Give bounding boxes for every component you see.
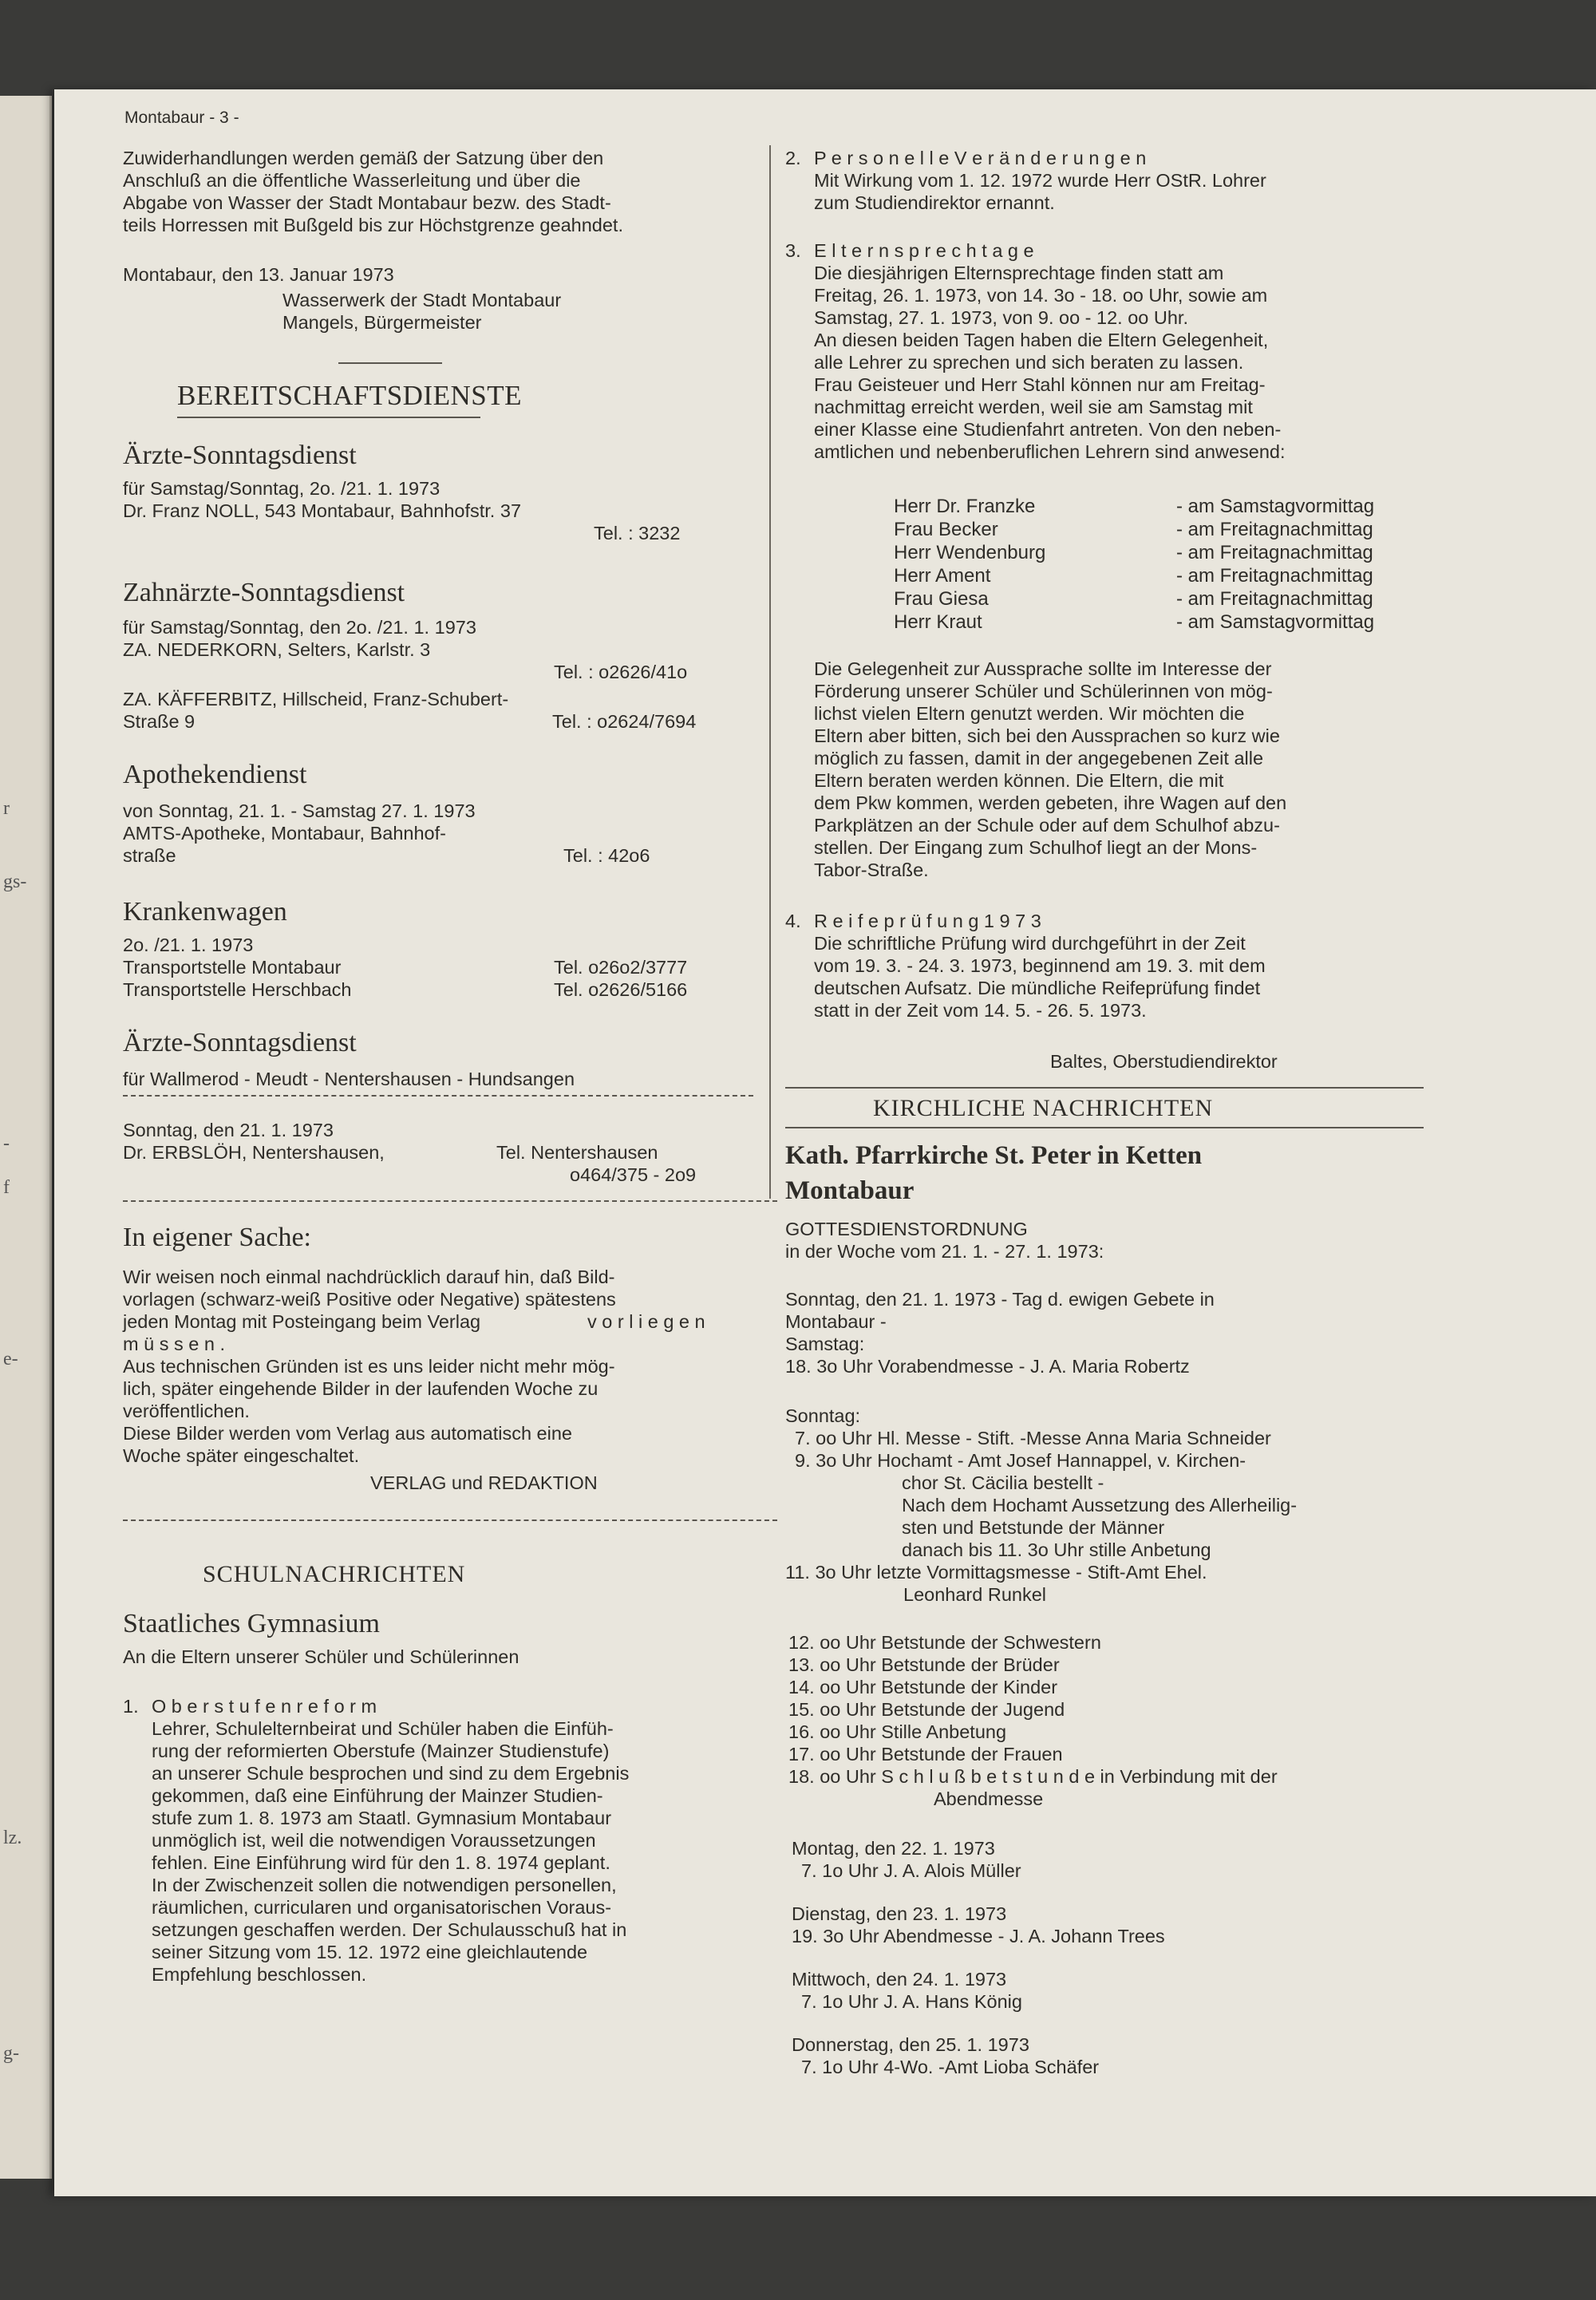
- service-line: 7. oo Uhr Hl. Messe - Stift. -Messe Anna Maria Schneider: [795, 1428, 1271, 1448]
- item-title: E l t e r n s p r e c h t a g e: [814, 240, 1034, 261]
- service-line: Leonhard Runkel: [903, 1584, 1046, 1605]
- teacher-when: - am Freitagnachmittag: [1176, 588, 1373, 610]
- item-title: R e i f e p r ü f u n g 1 9 7 3: [814, 911, 1041, 931]
- item-line: vom 19. 3. - 24. 3. 1973, beginnend am 19. 3. mit dem: [814, 955, 1266, 976]
- item-line: Tabor-Straße.: [814, 860, 929, 880]
- item-line: An diesen beiden Tagen haben die Eltern Gelegenheit,: [814, 330, 1269, 350]
- eigene-line: vorlagen (schwarz-weiß Positive oder Negative) spätestens: [123, 1289, 616, 1310]
- section-title-kirche: KIRCHLICHE NACHRICHTEN: [873, 1095, 1214, 1121]
- item-line: amtlichen und nebenberuflichen Lehrern sind anwesend:: [814, 441, 1286, 462]
- heading-zahnaerzte: Zahnärzte-Sonntagsdienst: [123, 578, 405, 607]
- prev-page-fragment: g-: [3, 2043, 19, 2064]
- day-label: Sonntag:: [785, 1405, 861, 1426]
- divider: [785, 1087, 1424, 1089]
- prev-page-fragment: e-: [3, 1349, 18, 1369]
- heading-apotheke: Apothekendienst: [123, 760, 307, 789]
- zahnaerzte-line: ZA. NEDERKORN, Selters, Karlstr. 3: [123, 639, 431, 660]
- eigene-line: Diese Bilder werden vom Verlag aus automatisch eine: [123, 1423, 572, 1444]
- intro-line: Zuwiderhandlungen werden gemäß der Satzung über den: [123, 148, 604, 168]
- item-number: 3.: [785, 240, 801, 261]
- day-label: Samstag:: [785, 1334, 865, 1354]
- item-number: 2.: [785, 148, 801, 168]
- item-line: Förderung unserer Schüler und Schülerinnen von mög-: [814, 681, 1273, 701]
- eigene-line: m ü s s e n .: [123, 1334, 225, 1354]
- eigene-line: Woche später eingeschaltet.: [123, 1445, 360, 1466]
- item-line: lichst vielen Eltern genutzt werden. Wir möchten die: [814, 703, 1245, 724]
- service-line: chor St. Cäcilia bestellt -: [902, 1472, 1104, 1493]
- item-line: statt in der Zeit vom 14. 5. - 26. 5. 1973.: [814, 1000, 1147, 1021]
- dashed-divider: [123, 1520, 777, 1521]
- intro-line: teils Horressen mit Bußgeld bis zur Höchstgrenze geahndet.: [123, 215, 623, 235]
- running-head: Montabaur - 3 -: [124, 109, 239, 127]
- apotheke-tel: Tel. : 42o6: [563, 845, 650, 866]
- prev-page-fragment: lz.: [3, 1828, 22, 1848]
- weekday-label: Mittwoch, den 24. 1. 1973: [792, 1969, 1007, 1990]
- hour-line: 12. oo Uhr Betstunde der Schwestern: [788, 1632, 1101, 1653]
- prev-page-fragment: gs-: [3, 871, 27, 892]
- aerzte2-doctor: Dr. ERBSLÖH, Nentershausen,: [123, 1142, 385, 1163]
- heading-aerzte-2: Ärzte-Sonntagsdienst: [123, 1028, 357, 1057]
- service-line: 18. 3o Uhr Vorabendmesse - J. A. Maria Robertz: [785, 1356, 1190, 1377]
- zahnaerzte-line: für Samstag/Sonntag, den 2o. /21. 1. 1973: [123, 617, 476, 638]
- item-line: Mit Wirkung vom 1. 12. 1972 wurde Herr OStR. Lohrer: [814, 170, 1266, 191]
- aerzte-tel: Tel. : 3232: [594, 523, 681, 543]
- weekday-label: Dienstag, den 23. 1. 1973: [792, 1903, 1007, 1924]
- aerzte-line: Dr. Franz NOLL, 543 Montabaur, Bahnhofstr. 37: [123, 500, 522, 521]
- item-line: Frau Geisteuer und Herr Stahl können nur am Freitag-: [814, 374, 1266, 395]
- title-underline: [785, 1127, 1424, 1128]
- aerzte2-date: Sonntag, den 21. 1. 1973: [123, 1120, 334, 1140]
- eigene-line: veröffentlichen.: [123, 1401, 250, 1421]
- item-line: seiner Sitzung vom 15. 12. 1972 eine gleichlautende: [152, 1942, 588, 1962]
- item-line: rung der reformierten Oberstufe (Mainzer Studienstufe): [152, 1741, 610, 1761]
- aerzte2-tel-label: Tel. Nentershausen: [496, 1142, 658, 1163]
- apotheke-line: straße: [123, 845, 176, 866]
- eigene-line: jeden Montag mit Posteingang beim Verlag: [123, 1311, 481, 1332]
- teacher-when: - am Freitagnachmittag: [1176, 519, 1373, 540]
- item-line: stellen. Der Eingang zum Schulhof liegt an der Mons-: [814, 837, 1258, 858]
- item-line: Die diesjährigen Elternsprechtage finden statt am: [814, 263, 1224, 283]
- signer-line: Mangels, Bürgermeister: [282, 312, 482, 333]
- dashed-divider: [123, 1095, 753, 1097]
- item-line: Lehrer, Schulelternbeirat und Schüler haben die Einfüh-: [152, 1718, 614, 1739]
- item-line: deutschen Aufsatz. Die mündliche Reifeprüfung findet: [814, 978, 1261, 998]
- prev-page-fragment: f: [3, 1177, 10, 1198]
- eigene-line: lich, später eingehende Bilder in der laufenden Woche zu: [123, 1378, 598, 1399]
- item-line: möglich zu fassen, damit in der angegebenen Zeit alle: [814, 748, 1264, 769]
- school-to: An die Eltern unserer Schüler und Schülerinnen: [123, 1646, 519, 1667]
- heading-eigene-sache: In eigener Sache:: [123, 1223, 311, 1252]
- eigene-vorliegen: v o r l i e g e n: [587, 1311, 705, 1332]
- signer-line: Wasserwerk der Stadt Montabaur: [282, 290, 562, 310]
- parish-name: Montabaur: [785, 1176, 915, 1205]
- kranken-name: Transportstelle Herschbach: [123, 979, 352, 1000]
- kranken-tel: Tel. o2626/5166: [554, 979, 688, 1000]
- zahnaerzte-tel: Tel. : o2626/41o: [554, 662, 688, 682]
- item-line: Die schriftliche Prüfung wird durchgeführt in der Zeit: [814, 933, 1246, 954]
- service-week: in der Woche vom 21. 1. - 27. 1. 1973:: [785, 1241, 1104, 1262]
- service-line: 11. 3o Uhr letzte Vormittagsmesse - Stift-Amt Ehel.: [785, 1562, 1207, 1583]
- divider: [338, 362, 442, 364]
- sunday-head: Montabaur -: [785, 1311, 887, 1332]
- item-line: Die Gelegenheit zur Aussprache sollte im Interesse der: [814, 658, 1272, 679]
- weekday-label: Donnerstag, den 25. 1. 1973: [792, 2034, 1029, 2055]
- school-signature: Baltes, Oberstudiendirektor: [1050, 1051, 1278, 1072]
- item-line: unmöglich ist, weil die notwendigen Voraussetzungen: [152, 1830, 596, 1851]
- item-line: räumlichen, curricularen und organisatorischen Voraus-: [152, 1897, 612, 1918]
- hour-line: 15. oo Uhr Betstunde der Jugend: [788, 1699, 1065, 1720]
- item-line: nachmittag erreicht werden, weil sie am Samstag mit: [814, 397, 1253, 417]
- aerzte2-tel-number: o464/375 - 2o9: [570, 1164, 697, 1185]
- verlag-signature: VERLAG und REDAKTION: [370, 1472, 598, 1493]
- item-number: 4.: [785, 911, 801, 931]
- hour-line: 16. oo Uhr Stille Anbetung: [788, 1721, 1007, 1742]
- item-line: alle Lehrer zu sprechen und sich beraten zu lassen.: [814, 352, 1244, 373]
- section-title-bereitschaft: BEREITSCHAFTSDIENSTE: [177, 380, 522, 411]
- aerzte-line: für Samstag/Sonntag, 2o. /21. 1. 1973: [123, 478, 440, 499]
- item-line: Parkplätzen an der Schule oder auf dem Schulhof abzu-: [814, 815, 1280, 836]
- teacher-name: Herr Wendenburg: [894, 542, 1046, 563]
- hour-line: 18. oo Uhr S c h l u ß b e t s t u n d e in Verbindung mit der: [788, 1766, 1278, 1787]
- newspaper-page: [54, 89, 1596, 2196]
- teacher-name: Frau Giesa: [894, 588, 989, 610]
- hour-line: 17. oo Uhr Betstunde der Frauen: [788, 1744, 1063, 1765]
- item-line: stufe zum 1. 8. 1973 am Staatl. Gymnasium Montabaur: [152, 1808, 612, 1828]
- item-line: fehlen. Eine Einführung wird für den 1. 8. 1974 geplant.: [152, 1852, 610, 1873]
- item-line: an unserer Schule besprochen und sind zu dem Ergebnis: [152, 1763, 630, 1784]
- service-line: Nach dem Hochamt Aussetzung des Allerheilig-: [902, 1495, 1298, 1516]
- weekday-service: 7. 1o Uhr 4-Wo. -Amt Lioba Schäfer: [801, 2057, 1100, 2077]
- apotheke-line: von Sonntag, 21. 1. - Samstag 27. 1. 1973: [123, 800, 476, 821]
- teacher-name: Herr Dr. Franzke: [894, 496, 1036, 517]
- item-number: 1.: [123, 1696, 139, 1717]
- service-line: 9. 3o Uhr Hochamt - Amt Josef Hannappel, v. Kirchen-: [795, 1450, 1246, 1471]
- prev-page-fragment: r: [3, 798, 10, 819]
- place-date: Montabaur, den 13. Januar 1973: [123, 264, 394, 285]
- previous-page-edge: [0, 96, 52, 2179]
- item-line: Eltern aber bitten, sich bei den Aussprachen so kurz wie: [814, 725, 1280, 746]
- weekday-label: Montag, den 22. 1. 1973: [792, 1838, 995, 1859]
- kranken-tel: Tel. o26o2/3777: [554, 957, 688, 978]
- item-line: Samstag, 27. 1. 1973, von 9. oo - 12. oo Uhr.: [814, 307, 1188, 328]
- item-line: gekommen, daß eine Einführung der Mainzer Studien-: [152, 1785, 603, 1806]
- item-line: einer Klasse eine Studienfahrt antreten. Von den neben-: [814, 419, 1282, 440]
- heading-school: Staatliches Gymnasium: [123, 1609, 381, 1638]
- zahnaerzte-line: ZA. KÄFFERBITZ, Hillscheid, Franz-Schubert-: [123, 689, 509, 709]
- item-line: dem Pkw kommen, werden gebeten, ihre Wagen auf den: [814, 792, 1287, 813]
- item-line: Empfehlung beschlossen.: [152, 1964, 367, 1985]
- service-line: danach bis 11. 3o Uhr stille Anbetung: [902, 1539, 1211, 1560]
- intro-line: Anschluß an die öffentliche Wasserleitung und über die: [123, 170, 581, 191]
- teacher-when: - am Samstagvormittag: [1176, 611, 1375, 633]
- dashed-divider: [123, 1200, 777, 1202]
- item-line: Freitag, 26. 1. 1973, von 14. 3o - 18. oo Uhr, sowie am: [814, 285, 1268, 306]
- teacher-when: - am Freitagnachmittag: [1176, 542, 1373, 563]
- kranken-date: 2o. /21. 1. 1973: [123, 935, 254, 955]
- title-underline: [177, 417, 480, 418]
- section-title-schul: SCHULNACHRICHTEN: [203, 1561, 466, 1587]
- item-title: O b e r s t u f e n r e f o r m: [152, 1696, 377, 1717]
- hour-line: Abendmesse: [934, 1788, 1044, 1809]
- heading-kranken: Krankenwagen: [123, 897, 287, 927]
- intro-line: Abgabe von Wasser der Stadt Montabaur bezw. des Stadt-: [123, 192, 611, 213]
- item-title: P e r s o n e l l e V e r ä n d e r u n g e n: [814, 148, 1147, 168]
- teacher-name: Herr Kraut: [894, 611, 982, 633]
- eigene-line: Wir weisen noch einmal nachdrücklich darauf hin, daß Bild-: [123, 1267, 615, 1287]
- teacher-name: Herr Ament: [894, 565, 991, 587]
- item-line: zum Studiendirektor ernannt.: [814, 192, 1055, 213]
- zahnaerzte-tel: Tel. : o2624/7694: [552, 711, 697, 732]
- weekday-service: 19. 3o Uhr Abendmesse - J. A. Johann Trees: [792, 1926, 1165, 1946]
- item-line: In der Zwischenzeit sollen die notwendigen personellen,: [152, 1875, 617, 1895]
- column-divider: [769, 145, 771, 1199]
- sunday-head: Sonntag, den 21. 1. 1973 - Tag d. ewigen Gebete in: [785, 1289, 1215, 1310]
- prev-page-fragment: -: [3, 1133, 10, 1154]
- item-line: Eltern beraten werden können. Die Eltern, die mit: [814, 770, 1224, 791]
- teacher-when: - am Samstagvormittag: [1176, 496, 1375, 517]
- service-order: GOTTESDIENSTORDNUNG: [785, 1219, 1028, 1239]
- hour-line: 14. oo Uhr Betstunde der Kinder: [788, 1677, 1058, 1697]
- zahnaerzte-line: Straße 9: [123, 711, 196, 732]
- heading-aerzte: Ärzte-Sonntagsdienst: [123, 441, 357, 470]
- weekday-service: 7. 1o Uhr J. A. Alois Müller: [801, 1860, 1021, 1881]
- parish-name: Kath. Pfarrkirche St. Peter in Ketten: [785, 1141, 1203, 1170]
- teacher-when: - am Freitagnachmittag: [1176, 565, 1373, 587]
- hour-line: 13. oo Uhr Betstunde der Brüder: [788, 1654, 1060, 1675]
- aerzte2-sub: für Wallmerod - Meudt - Nentershausen - Hundsangen: [123, 1069, 575, 1089]
- item-line: setzungen geschaffen werden. Der Schulausschuß hat in: [152, 1919, 627, 1940]
- eigene-line: Aus technischen Gründen ist es uns leider nicht mehr mög-: [123, 1356, 615, 1377]
- service-line: sten und Betstunde der Männer: [902, 1517, 1165, 1538]
- teacher-name: Frau Becker: [894, 519, 998, 540]
- kranken-name: Transportstelle Montabaur: [123, 957, 342, 978]
- weekday-service: 7. 1o Uhr J. A. Hans König: [801, 1991, 1022, 2012]
- apotheke-line: AMTS-Apotheke, Montabaur, Bahnhof-: [123, 823, 446, 844]
